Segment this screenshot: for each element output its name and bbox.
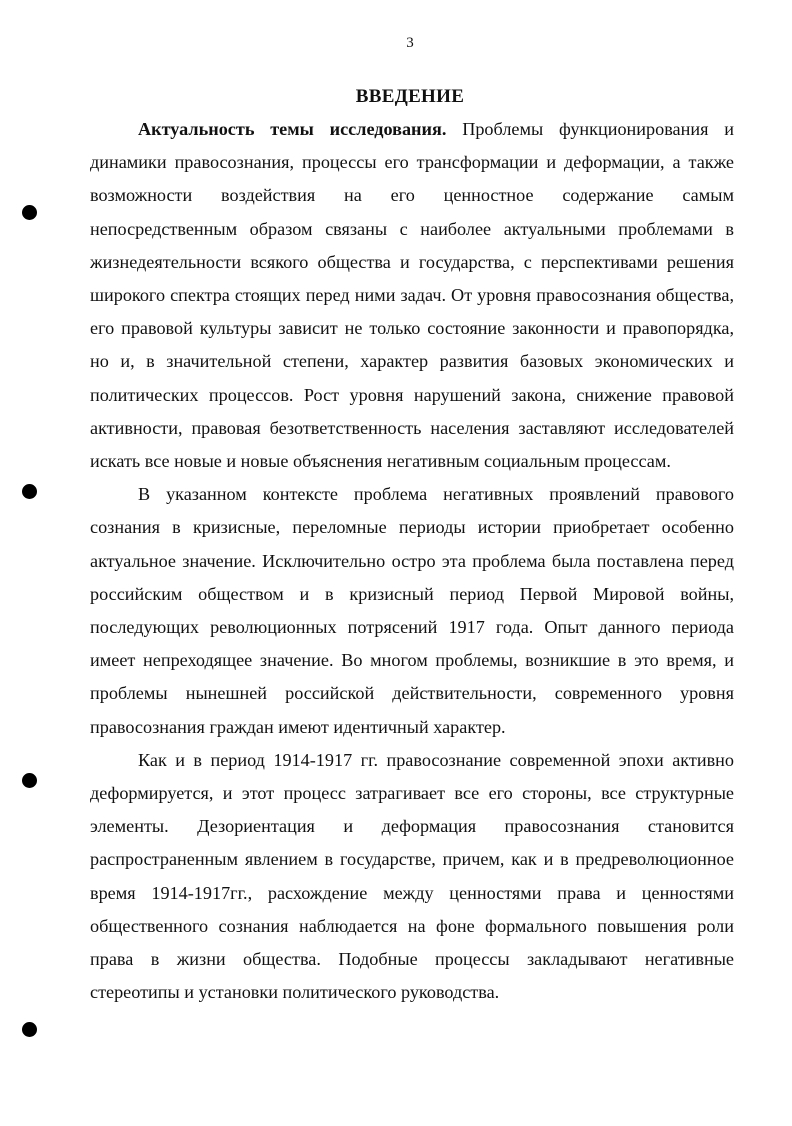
- punch-hole-2: [22, 484, 37, 499]
- lead-title: Актуальность темы исследования.: [138, 119, 447, 139]
- paragraph-2: В указанном контексте проблема негативных проявлений правового сознания в кризисные, переломные периоды истории приобретает особенно актуальное значение. Исключительно остро эта проблема была поставлена перед российским обществом и в кризисный период Первой Мировой войны, последующих революционных потрясений 1917 года. Опыт данного периода имеет непреходящее значение. Во многом проблемы, возникшие в это время, и проблемы нынешней российской действительности, современного уровня правосознания граждан имеют идентичный характер.: [90, 484, 734, 737]
- page-number: 3: [406, 35, 414, 51]
- punch-hole-4: [22, 1022, 37, 1037]
- body-text: [90, 113, 734, 1009]
- section-heading: ВВЕДЕНИЕ: [355, 86, 465, 107]
- punch-hole-1: [22, 205, 37, 220]
- punch-hole-3: [22, 773, 37, 788]
- paragraph-3: Как и в период 1914-1917 гг. правосознание современной эпохи активно деформируется, и этот процесс затрагивает все его стороны, все структурные элементы. Дезориентация и деформация правосознания становится распространенным явлением в государстве, причем, как и в предреволюционное время 1914-1917гг., расхождение между ценностями права и ценностями общественного сознания наблюдается на фоне формального повышения роли права в жизни общества. Подобные процессы закладывают негативные стереотипы и установки политического руководства.: [90, 749, 734, 1003]
- paragraph-1: [90, 113, 734, 478]
- paragraph-1-text: Проблемы функционирования и динамики правосознания, процессы его трансформации и деформации, а также возможности воздействия на его ценностное содержание самым непосредственным образом связаны с наиболее актуальными проблемами в жизнедеятельности всякого общества и государства, с перспективами решения широкого спектра стоящих перед ними задач. От уровня правосознания общества, его правовой культуры зависит не только состояние законности и правопорядка, но и, в значительной степени, характер развития базовых экономических и политических процессов. Рост уровня нарушений закона, снижение правовой активности, правовая безответственность населения заставляют исследователей искать все новые и новые объяснения негативным социальным процессам.: [90, 119, 734, 472]
